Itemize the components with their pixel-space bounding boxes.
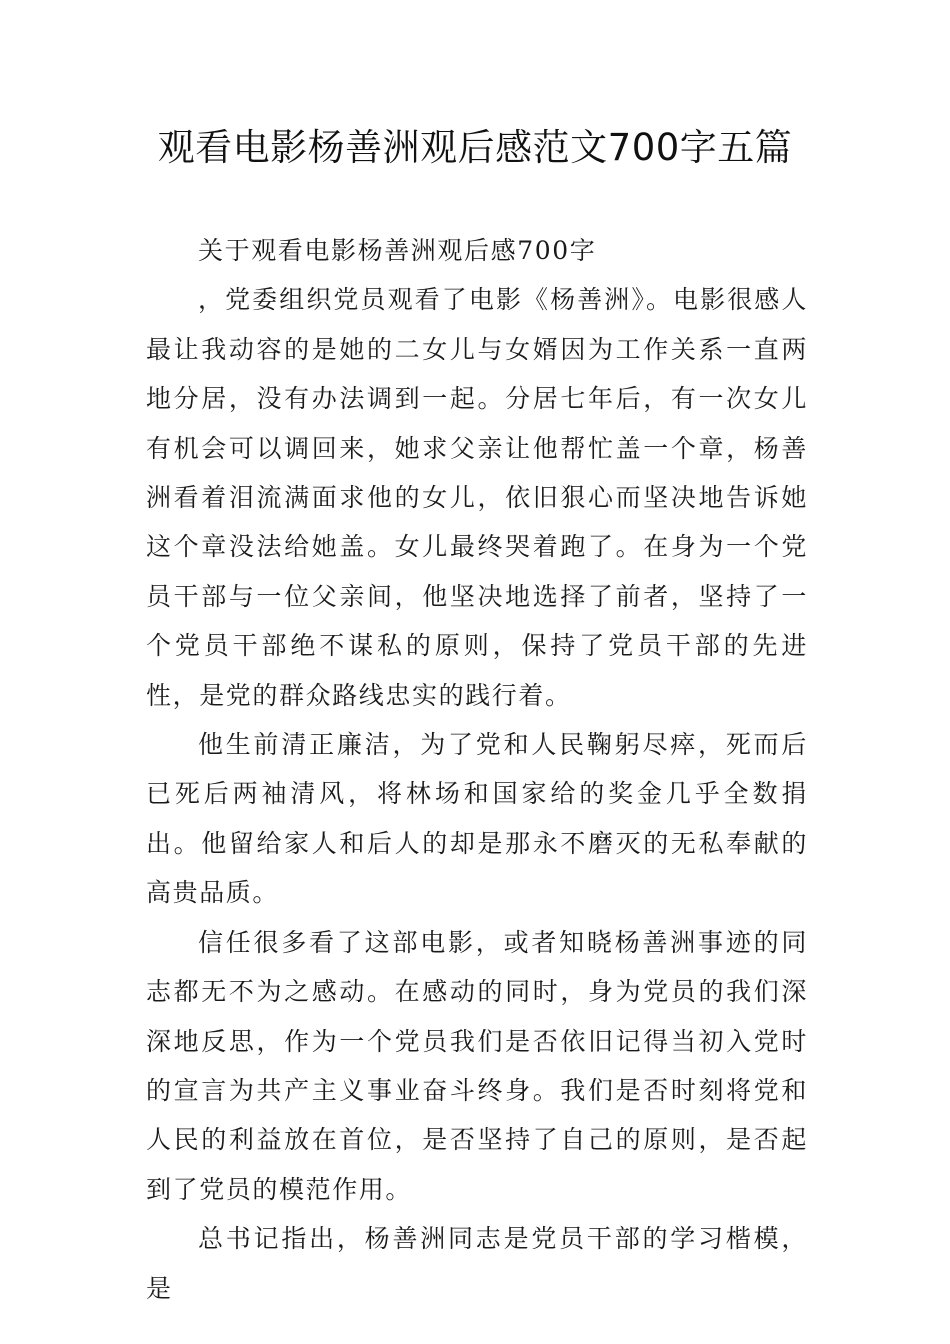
paragraph-subtitle: 关于观看电影杨善洲观后感700字 (198, 236, 597, 265)
paragraph: 他生前清正廉洁，为了党和人民鞠躬尽瘁，死而后已死后两袖清风，将林场和国家给的奖金几乎全数捐出。他留给家人和后人的却是那永不磨灭的无私奉献的高贵品质。 (146, 730, 808, 908)
paragraph: 信任很多看了这部电影，或者知晓杨善洲事迹的同志都无不为之感动。在感动的同时，身为党员的我们深深地反思，作为一个党员我们是否依旧记得当初入党时的宣言为共产主义事业奋斗终身。我们是否时刻将党和人民的利益放在首位，是否坚持了自己的原则，是否起到了党员的模范作用。 (146, 927, 808, 1204)
document-title: 观看电影杨善洲观后感范文700字五篇 (157, 126, 793, 169)
paragraph: ，党委组织党员观看了电影《杨善洲》。电影很感人最让我动容的是她的二女儿与女婿因为工作关系一直两地分居，没有办法调到一起。分居七年后，有一次女儿有机会可以调回来，她求父亲让他帮忙盖一个章，杨善洲看着泪流满面求他的女儿，依旧狠心而坚决地告诉她这个章没法给她盖。女儿最终哭着跑了。在身为一个党员干部与一位父亲间，他坚决地选择了前者，坚持了一个党员干部绝不谋私的原则，保持了党员干部的先进性，是党的群众路线忠实的践行着。 (146, 285, 808, 710)
document-body (146, 226, 808, 1313)
paragraph: 总书记指出，杨善洲同志是党员干部的学习楷模，是 (146, 1224, 808, 1303)
